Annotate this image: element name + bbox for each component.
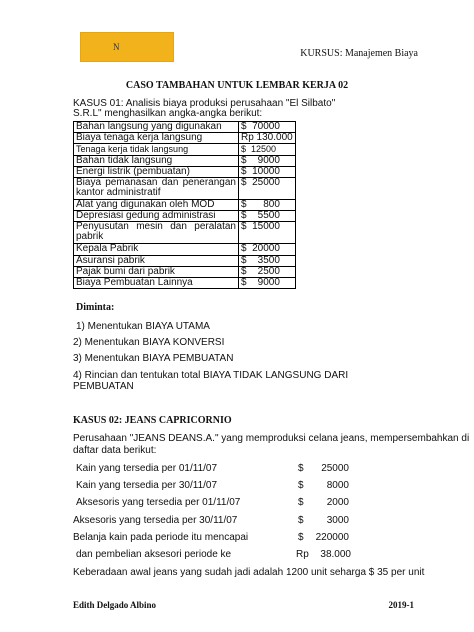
case2-closing: Keberadaan awal jeans yang sudah jadi adalah 1200 unit seharga $ 35 per unit [73,567,425,578]
cost-label: Depresiasi gedung administrasi [74,211,239,222]
task-item-continued: PEMBUATAN [73,381,134,392]
cost-label: Tenaga kerja tidak langsung [74,144,239,155]
cost-label: Biaya Pembuatan Lainnya [74,277,239,288]
table-row [74,155,296,166]
page-title: CASO TAMBAHAN UNTUK LEMBAR KERJA 02 [125,80,349,91]
task-item: 1) Menentukan BIAYA UTAMA [76,321,210,332]
table-row [74,222,296,244]
cost-value: $ 5500 [239,211,296,222]
case2-title: KASUS 02: JEANS CAPRICORNIO [73,415,232,426]
data-item-currency: Rp [296,549,309,560]
data-item-label: Aksesoris yang tersedia per 30/11/07 [73,515,238,526]
cost-label: Biaya pemanasan dan penerangan kantor administratif [74,177,239,199]
data-item-currency: $ [298,532,304,543]
cost-label: Bahan tidak langsung [74,155,239,166]
table-row [74,211,296,222]
data-item-label: Kain yang tersedia per 01/11/07 [76,463,218,474]
data-item-label: Aksesoris yang tersedia per 01/11/07 [76,497,241,508]
table-row [74,133,296,144]
cost-value: Rp 130.000 [239,133,296,144]
course-label: KURSUS: Manajemen Biaya [300,48,418,59]
cost-label: Kepala Pabrik [74,244,239,255]
table-row [74,266,296,277]
data-item-label: Belanja kain pada periode itu mencapai [73,532,249,543]
data-item-currency: $ [298,515,304,526]
cost-label: Biaya tenaga kerja langsung [74,133,239,144]
cost-value: $ 9000 [239,277,296,288]
cost-value: $ 9000 [239,155,296,166]
logo-mark: N [113,42,120,52]
requested-heading: Diminta: [76,302,115,313]
cost-label: Penyusutan mesin dan peralatan pabrik [74,222,239,244]
data-item-amount: 8000 [326,480,349,491]
case1-intro-line1: KASUS 01: Analisis biaya produksi perusahaan "El Silbato" [73,98,336,109]
cost-table [73,121,296,289]
table-row [74,255,296,266]
data-item-label: Kain yang tersedia per 30/11/07 [76,480,218,491]
table-row [74,199,296,210]
cost-value: $ 15000 [239,222,296,244]
data-item-label: dan pembelian aksesori periode ke [76,549,232,560]
cost-value: $ 20000 [239,244,296,255]
cost-value: $ 10000 [239,166,296,177]
cost-label: Asuransi pabrik [74,255,239,266]
cost-value: $ 3500 [239,255,296,266]
table-row [74,166,296,177]
data-item-currency: $ [298,497,304,508]
cost-value: $ 70000 [239,122,296,133]
data-item-amount: 38.000 [320,549,351,560]
data-item-amount: 220000 [315,532,349,543]
data-item-currency: $ [298,463,304,474]
table-row [74,277,296,288]
table-row [74,122,296,133]
table-row [74,177,296,199]
data-item-amount: 3000 [326,515,349,526]
task-item: 2) Menentukan BIAYA KONVERSI [73,337,225,348]
task-item: 3) Menentukan BIAYA PEMBUATAN [73,353,234,364]
case1-intro-line2: S.R.L" menghasilkan angka-angka berikut: [73,108,263,119]
case2-intro-line1: Perusahaan "JEANS DEANS.A." yang memproduksi celana jeans, mempersembahkan di [73,433,470,444]
cost-value: $ 800 [239,199,296,210]
data-item-amount: 2000 [326,497,349,508]
cost-value: $ 25000 [239,177,296,199]
cost-value: $ 2500 [239,266,296,277]
cost-label: Bahan langsung yang digunakan [74,122,239,133]
footer-year: 2019-1 [388,600,414,610]
cost-label: Energi listrik (pembuatan) [74,166,239,177]
company-logo [80,32,174,62]
footer-author: Edith Delgado Albino [73,600,157,610]
data-item-currency: $ [298,480,304,491]
cost-label: Alat yang digunakan oleh MOD [74,199,239,210]
table-row [74,244,296,255]
table-row [74,144,296,155]
cost-label: Pajak bumi dari pabrik [74,266,239,277]
data-item-amount: 25000 [321,463,349,474]
task-item: 4) Rincian dan tentukan total BIAYA TIDAK LANGSUNG DARI [73,370,349,381]
cost-value: $ 12500 [239,144,296,155]
case2-intro-line2: daftar data berikut: [73,445,157,456]
